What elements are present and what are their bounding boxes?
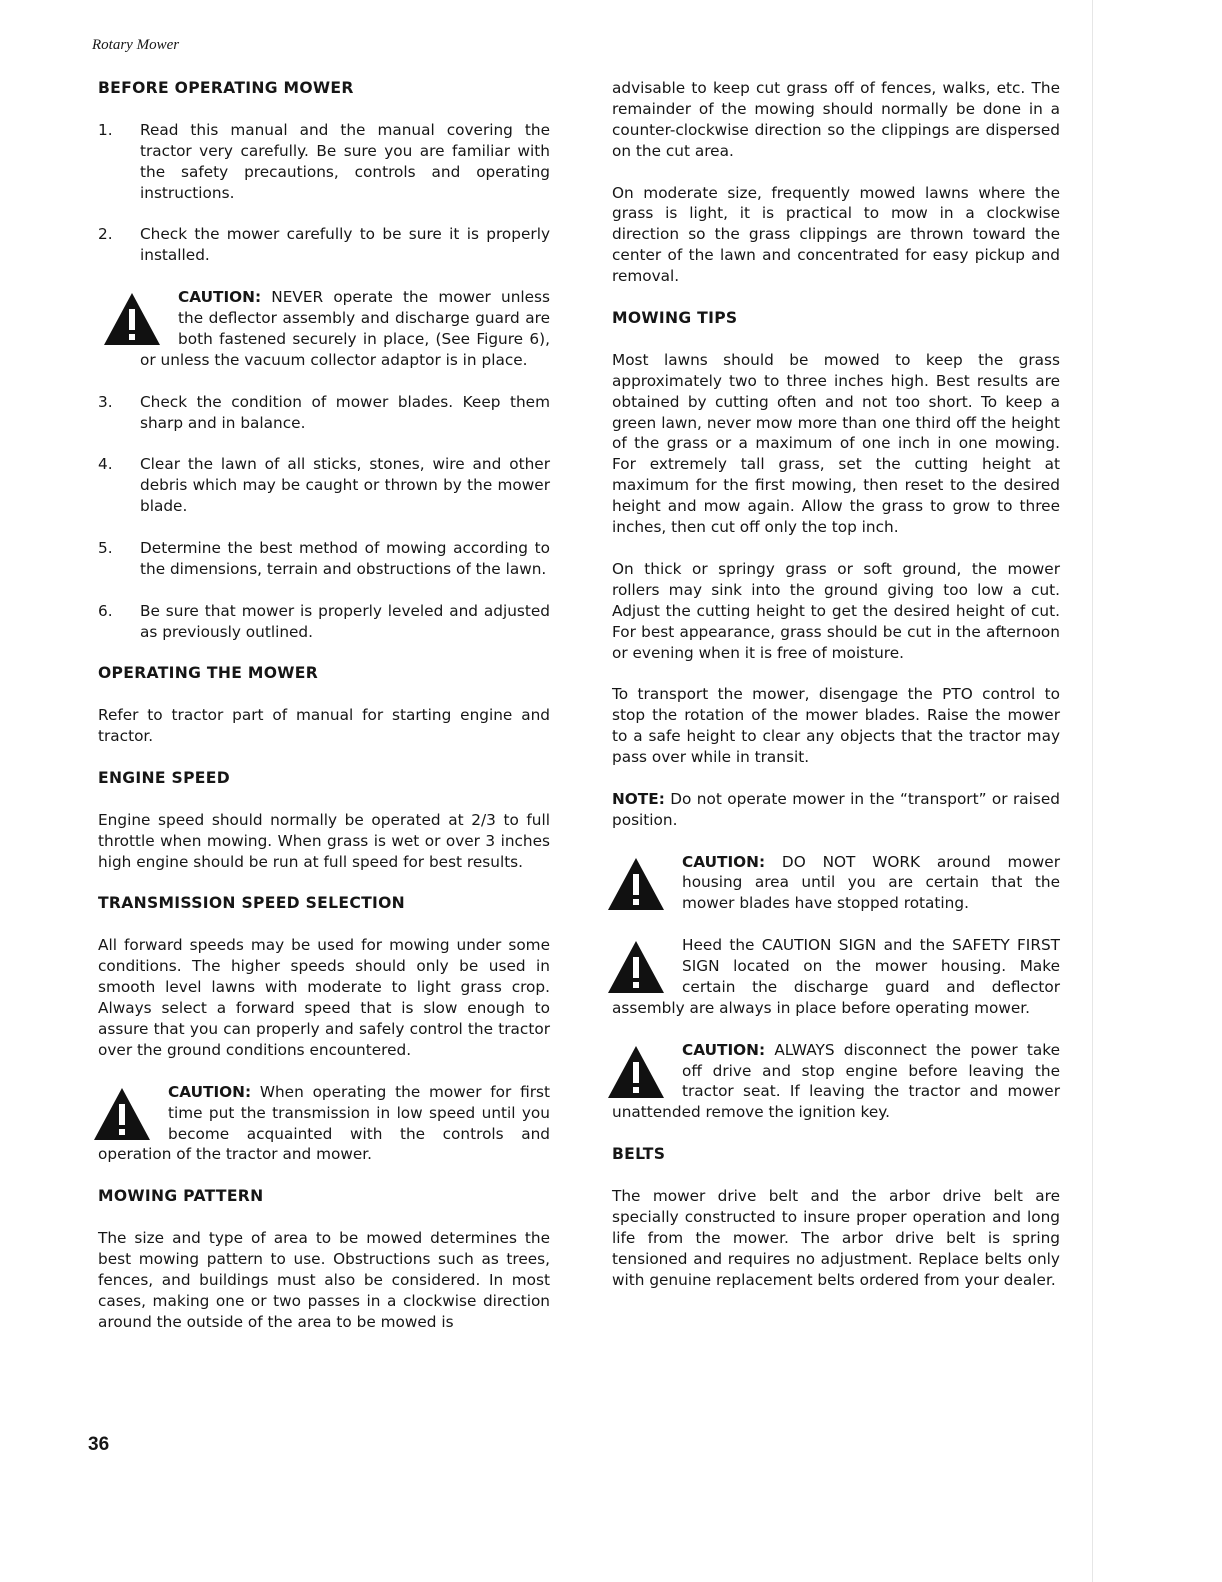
note-text: Do not operate mower in the “transport” or raised position. (612, 789, 1060, 829)
caution-label: CAUTION: (682, 852, 766, 871)
caution-text: NEVER operate the mower unless the deflector assembly and discharge guard are both fastened securely in place, (See Figure 6), or unless the vacuum collector adaptor is in place. (140, 288, 550, 369)
left-column (98, 78, 550, 1354)
warning-triangle-icon (100, 289, 164, 349)
heading-belts: BELTS (612, 1145, 666, 1164)
running-head: Rotary Mower (92, 37, 180, 53)
scan-edge-line (1092, 0, 1093, 1582)
tips-paragraph-1: Most lawns should be mowed to keep the grass approximately two to three inches high. Best results are obtained by cutting often and not too short. To keep a green lawn, never mow more than one third off the height of the grass or a maximum of one inch in one mowing. For extremely tall grass, set the cutting height at maximum for the first mowing, then reset to the desired height and mow again. Allow the grass to grow to three inches, then cut off only the top inch. (612, 350, 1060, 537)
caution-deflector (98, 287, 550, 371)
heading-mowing-tips: MOWING TIPS (612, 308, 738, 327)
right-column (612, 78, 1060, 1312)
warning-triangle-icon (604, 937, 668, 997)
warning-triangle-icon (604, 854, 668, 914)
page-number: 36 (88, 1434, 110, 1455)
item-text: Determine the best method of mowing according to the dimensions, terrain and obstructions of the lawn. (140, 538, 550, 578)
warning-triangle-icon (90, 1084, 154, 1144)
caution-disconnect (612, 1040, 1060, 1124)
item-text: Be sure that mower is properly leveled and adjusted as previously outlined. (140, 601, 550, 641)
pattern-paragraph: The size and type of area to be mowed determines the best mowing pattern to use. Obstructions such as trees, fences, and buildings must also be considered. In most cases, making one or two passes in a clockwise direction around the outside of the area to be mowed is (98, 1229, 550, 1331)
engine-paragraph: Engine speed should normally be operated at 2/3 to full throttle when mowing. When grass is wet or over 3 inches high engine should be run at full speed for best results. (98, 810, 550, 871)
list-item (98, 120, 550, 204)
item-number: 6. (98, 601, 113, 620)
belts-paragraph: The mower drive belt and the arbor drive belt are specially constructed to insure proper operation and long life from the mower. The arbor drive belt is spring tensioned and requires no adjustment. Replace belts only with genuine replacement belts ordered from your dealer. (612, 1187, 1060, 1289)
caution-low-speed (98, 1082, 550, 1166)
caution-label: CAUTION: (682, 1040, 766, 1059)
list-item (98, 224, 550, 266)
note-paragraph (612, 789, 1060, 831)
item-text: Check the condition of mower blades. Keep them sharp and in balance. (140, 392, 550, 432)
caution-text: When operating the mower for first time put the transmission in low speed until you become acquainted with the controls and operation of the tractor and mower. (98, 1082, 550, 1164)
item-number: 1. (98, 120, 113, 139)
list-item (98, 392, 550, 434)
list-item (98, 601, 550, 643)
note-label: NOTE: (612, 789, 665, 808)
tips-paragraph-2: On thick or springy grass or soft ground, the mower rollers may sink into the ground giving too low a cut. Adjust the cutting height to get the desired height of cut. For best appearance, grass should be cut in the afternoon or evening when it is free of moisture. (612, 559, 1060, 662)
heading-before-operating: BEFORE OPERATING MOWER (98, 79, 354, 97)
item-number: 5. (98, 538, 113, 557)
item-number: 2. (98, 225, 113, 244)
warning-triangle-icon (604, 1042, 668, 1102)
item-text: Clear the lawn of all sticks, stones, wire and other debris which may be caught or thrown by the mower blade. (140, 455, 550, 516)
heading-mowing-pattern: MOWING PATTERN (98, 1187, 264, 1206)
item-text: Read this manual and the manual covering the tractor very carefully. Be sure you are familiar with the safety precautions, controls and operating instructions. (140, 120, 550, 202)
caution-housing (612, 852, 1060, 915)
list-item (98, 454, 550, 517)
tips-paragraph-3: To transport the mower, disengage the PTO control to stop the rotation of the mower blades. Raise the mower to a safe height to clear any objects that the tractor may pass over while in transit. (612, 685, 1060, 767)
caution-label: CAUTION: (168, 1082, 252, 1101)
heading-engine-speed: ENGINE SPEED (98, 768, 230, 787)
transmission-paragraph: All forward speeds may be used for mowing under some conditions. The higher speeds should only be used in smooth level lawns with moderate to light grass crop. Always select a forward speed that is slow enough to assure that you can properly and safely control the tractor over the ground conditions encountered. (98, 936, 550, 1059)
heading-operating: OPERATING THE MOWER (98, 664, 319, 683)
caution-label: CAUTION: (178, 288, 262, 307)
item-number: 3. (98, 392, 113, 411)
caution-signs (612, 935, 1060, 1019)
caution-text: DO NOT WORK around mower housing area until you are certain that the mower blades have stopped rotating. (682, 852, 1060, 913)
list-item (98, 538, 550, 580)
caution-text: ALWAYS disconnect the power take off drive and stop engine before leaving the tractor seat. If leaving the tractor and mower unattended remove the ignition key. (612, 1040, 1060, 1122)
pattern-paragraph-2: On moderate size, frequently mowed lawns where the grass is light, it is practical to mow in a clockwise direction so the grass clippings are thrown toward the center of the lawn and concentrated for easy pickup and removal. (612, 183, 1060, 286)
heading-transmission: TRANSMISSION SPEED SELECTION (98, 894, 406, 913)
operating-paragraph: Refer to tractor part of manual for starting engine and tractor. (98, 706, 550, 746)
item-number: 4. (98, 455, 113, 474)
caution-text: Heed the CAUTION SIGN and the SAFETY FIRST SIGN located on the mower housing. Make certain the discharge guard and deflector assembly are always in place before operating mower. (612, 936, 1060, 1017)
pattern-continued-paragraph: advisable to keep cut grass off of fences, walks, etc. The remainder of the mowing should normally be done in a counter-clockwise direction so the clippings are dispersed on the cut area. (612, 79, 1060, 160)
item-text: Check the mower carefully to be sure it is properly installed. (140, 225, 550, 265)
